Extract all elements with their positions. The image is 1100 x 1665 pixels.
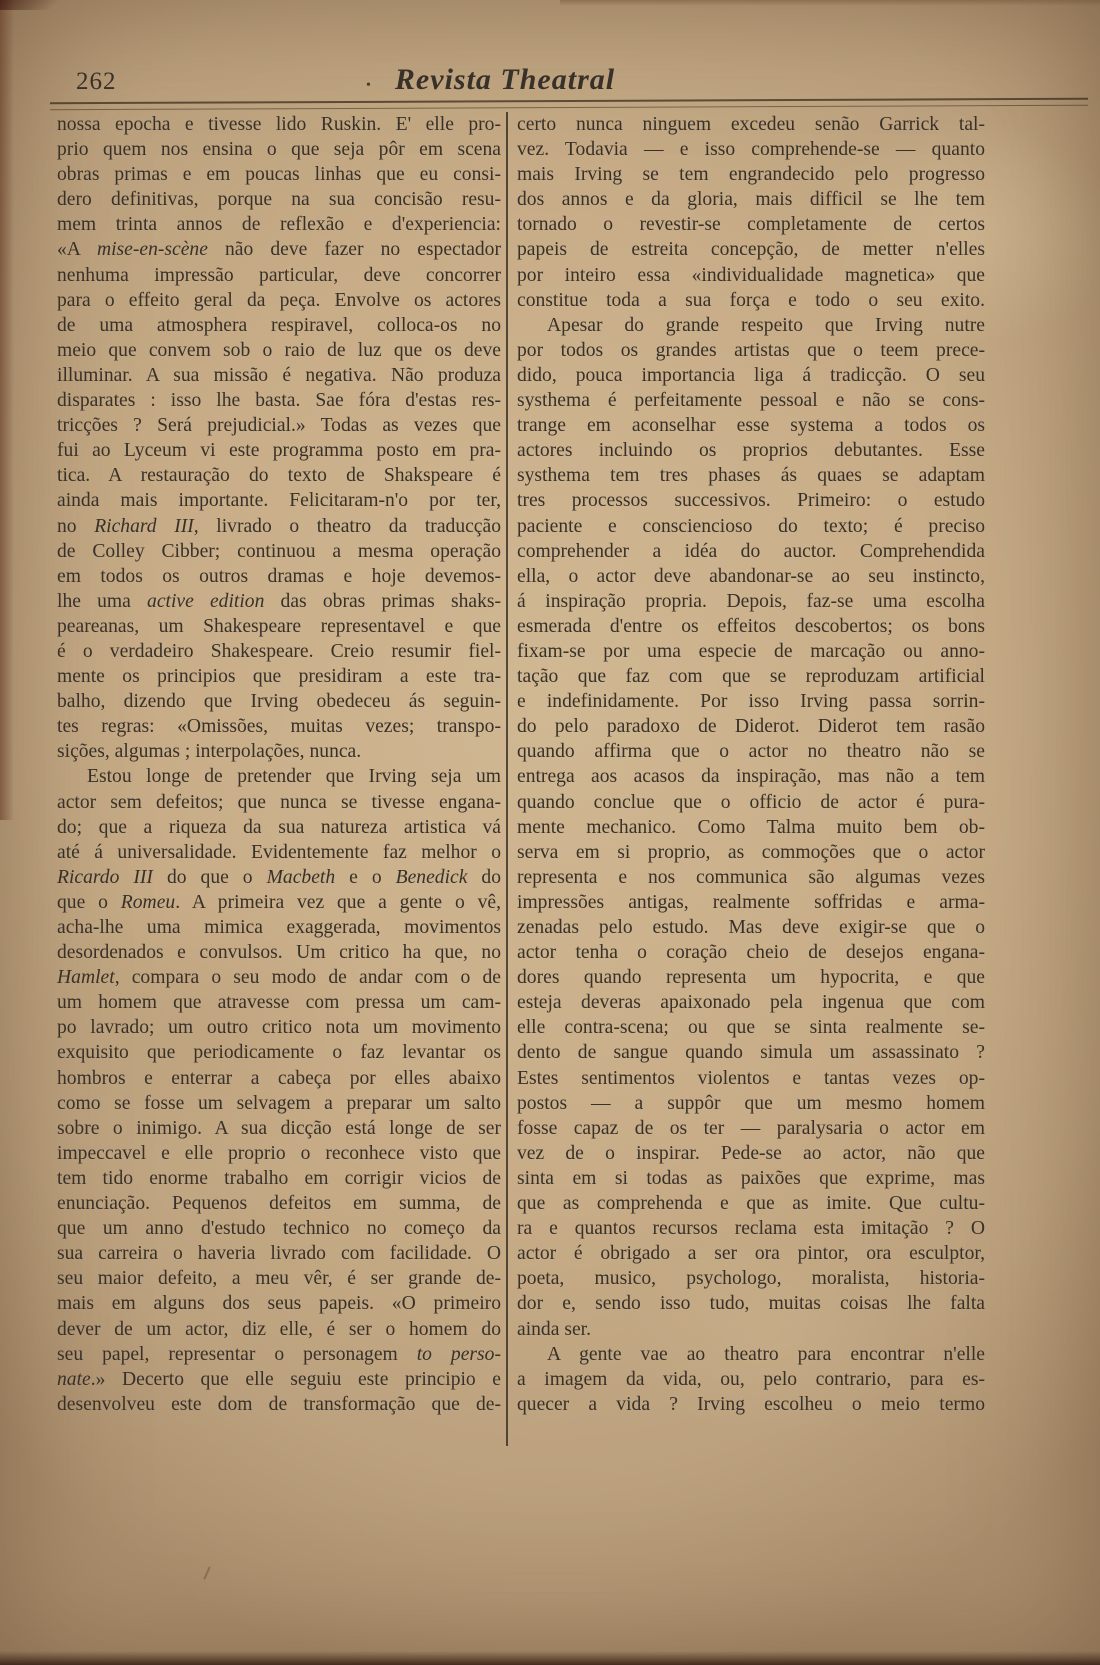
header-double-rule <box>50 98 1088 111</box>
text-line: exquisito que periodicamente o faz levantar os <box>57 1042 501 1064</box>
text-line: tres processos successivos. Primeiro: o estudo <box>517 490 985 512</box>
text-line: fixam-se por uma especie de marcação ou anno- <box>517 640 985 662</box>
text-line: actor tenha o coração cheio de desejos engana- <box>517 942 985 964</box>
text-line: representa e nos communica são algumas vezes <box>517 866 985 888</box>
page-edge-shadow-left <box>0 0 14 820</box>
text-line: desenvolveu este dom de transformação que de- <box>57 1393 501 1415</box>
text-line: comprehender a idéa do auctor. Comprehendida <box>517 540 985 562</box>
text-line: paciente e consciencioso do texto; é preciso <box>517 515 985 537</box>
text-line: do pelo paradoxo de Diderot. Diderot tem rasão <box>517 716 985 738</box>
text-line: systhema tem tres phases ás quaes se adaptam <box>517 465 985 487</box>
text-line: impressões antigas, realmente soffridas e arma- <box>517 891 985 913</box>
text-line: dor e, sendo isso tudo, muitas coisas lhe falta <box>517 1293 985 1315</box>
left-text-column <box>57 112 501 1417</box>
text-line: ella, o actor deve abandonar-se ao seu instincto, <box>517 565 985 587</box>
text-line: Apesar do grande respeito que Irving nutre <box>547 314 985 336</box>
text-line: quando conclue que o officio de actor é pura- <box>517 791 985 813</box>
text-line: quando affirma que o actor no theatro não se <box>517 741 985 763</box>
text-line: A gente vae ao theatro para encontrar n'elle <box>547 1343 985 1365</box>
text-line: «A mise-en-scène não deve fazer no espectador <box>57 239 502 261</box>
text-line: hombros e enterrar a cabeça por elles abaixo <box>57 1067 501 1089</box>
text-line: certo nunca ninguem excedeu senão Garrick tal- <box>517 114 985 135</box>
paper-fiber-mark <box>203 1566 211 1580</box>
text-line: mais em alguns dos seus papeis. «O primeiro <box>57 1293 501 1315</box>
text-line: vez de o inspirar. Pede-se ao actor, não que <box>517 1142 985 1164</box>
text-line: dento de sangue quando simula um assassinato ? <box>517 1042 985 1064</box>
text-line: até á universalidade. Evidentemente faz melhor o <box>57 841 501 863</box>
text-line: de uma atmosphera respiravel, colloca-os no <box>57 314 501 336</box>
right-text-column <box>517 112 985 1417</box>
text-line: sobre o inimigo. A sua dicção está longe de ser <box>57 1117 501 1139</box>
text-line: mais Irving se tem engrandecido pelo progresso <box>517 164 985 186</box>
text-line: serva em si proprio, as commoções que o actor <box>517 841 985 863</box>
text-line: systhema é perfeitamente pessoal e não se cons- <box>517 390 985 412</box>
text-line: para o effeito geral da peça. Envolve os actores <box>57 289 501 311</box>
text-line: sinta em si todas as paixões que exprime, mas <box>517 1167 985 1189</box>
column-divider-rule <box>506 112 508 1446</box>
text-line: um homem que atravesse com pressa um cam- <box>57 992 501 1014</box>
text-line: que o Romeu. A primeira vez que a gente o vê, <box>57 891 501 913</box>
text-line: ainda mais importante. Felicitaram-n'o por ter, <box>57 490 501 512</box>
text-line: em todos os outros dramas e hoje devemos- <box>57 565 501 587</box>
text-line: enunciação. Pequenos defeitos em summa, de <box>57 1193 501 1215</box>
text-line: sua carreira o haveria livrado com facilidade. O <box>57 1243 501 1265</box>
text-line: esteja deveras apaixonado pela ingenua que com <box>517 992 985 1014</box>
text-line: e indefinidamente. Por isso Irving passa sorrin- <box>517 691 985 713</box>
text-line: nenhuma impressão particular, deve concorrer <box>57 264 501 286</box>
text-line: vez. Todavia — e isso comprehende-se — quanto <box>517 139 985 161</box>
text-line: balho, dizendo que Irving obedeceu ás seguin- <box>57 691 501 713</box>
text-line: po lavrado; um outro critico nota um movimento <box>57 1017 501 1039</box>
text-line: tornado o revestir-se completamente de certos <box>517 214 985 236</box>
text-line: por inteiro essa «individualidade magnetica» que <box>517 264 985 286</box>
text-line: Estou longe de pretender que Irving seja um <box>87 766 501 788</box>
text-line: peareanas, um Shakespeare representavel e que <box>57 615 501 637</box>
text-line: como se fosse um selvagem a preparar um salto <box>57 1092 501 1114</box>
page-edge-shadow-topleft <box>0 0 70 10</box>
text-line: quecer a vida ? Irving escolheu o meio termo <box>517 1393 985 1415</box>
text-line: Ricardo III do que o Macbeth e o Benedick do <box>57 866 501 888</box>
text-line: tica. A restauração do texto de Shakspeare é <box>57 465 501 487</box>
text-line: actor sem defeitos; que nunca se tivesse engana- <box>57 791 501 813</box>
text-line: elle contra-scena; ou que se sinta realmente se- <box>517 1017 985 1039</box>
text-line: desordenados e convulsos. Um critico ha que, no <box>57 942 501 964</box>
text-line: poeta, musico, psychologo, moralista, historia- <box>517 1268 985 1290</box>
text-line: sições, algumas ; interpolações, nunca. <box>57 741 362 763</box>
text-line: acha-lhe uma mimica exaggerada, movimentos <box>57 917 501 938</box>
text-line: é o verdadeiro Shakespeare. Creio resumir fiel- <box>57 640 501 662</box>
page-number: 262 <box>76 68 117 95</box>
text-line: nate.» Decerto que elle seguiu este principio e <box>57 1368 501 1390</box>
text-line: entrega aos acasos da inspiração, mas não a tem <box>517 766 985 788</box>
text-line: Estes sentimentos violentos e tantas vezes op- <box>517 1067 985 1089</box>
text-line: fui ao Lyceum vi este programma posto em pra- <box>57 440 501 462</box>
text-line: constitue toda a sua força e todo o seu exito. <box>517 289 985 311</box>
text-line: a imagem da vida, ou, pelo contrario, para es- <box>517 1368 985 1390</box>
text-line: impeccavel e elle proprio o reconhece visto que <box>57 1142 501 1164</box>
text-line: actor é obrigado a ser ora pintor, ora esculptor, <box>517 1243 985 1265</box>
text-line: esmerada d'entre os effeitos descobertos; os bons <box>517 615 985 637</box>
text-line: tação que faz com que se reproduzam artificial <box>517 666 985 688</box>
text-line: papeis de estreita concepção, de metter n'elles <box>517 239 985 261</box>
text-line: seu maior defeito, a meu vêr, é ser grande de- <box>57 1268 501 1290</box>
text-line: prio quem nos ensina o que seja pôr em scena <box>57 139 501 161</box>
text-line: nossa epocha e tivesse lido Ruskin. E' elle pro- <box>57 114 501 135</box>
text-line: zenadas pelo estudo. Mas deve exigir-se que o <box>517 917 985 938</box>
text-line: tes regras: «Omissões, muitas vezes; transpo- <box>57 716 501 738</box>
text-line: dores quando representa um hypocrita, e que <box>517 967 985 989</box>
text-line: tem tido enorme trabalho em corrigir vicios de <box>57 1167 501 1189</box>
text-line: obras primas e em poucas linhas que eu consi- <box>57 164 501 186</box>
text-line: dido, pouca importancia liga á tradicção. O seu <box>517 364 985 386</box>
text-line: que um anno d'estudo technico no começo da <box>57 1218 501 1240</box>
text-line: mem trinta annos de reflexão e d'experiencia: <box>57 214 501 236</box>
text-line: illuminar. A sua missão é negativa. Não produza <box>57 364 501 386</box>
text-line: postos — a suppôr que um mesmo homem <box>517 1092 985 1114</box>
journal-title: Revista Theatral <box>394 63 616 96</box>
text-line: fosse capaz de os ter — paralysaria o actor em <box>517 1117 985 1139</box>
text-line: dos annos e da gloria, mais difficil se lhe tem <box>517 189 985 211</box>
text-line: seu papel, representar o personagem to perso- <box>57 1343 501 1365</box>
text-line: de Colley Cibber; continuou a mesma operação <box>57 540 501 562</box>
text-line: ra e quantos recursos reclama esta imitação ? O <box>517 1218 985 1240</box>
text-line: actores incluindo os proprios debutantes. Esse <box>517 440 985 462</box>
text-line: Hamlet, compara o seu modo de andar com o de <box>57 967 501 989</box>
header-dot-ornament: • <box>366 78 371 93</box>
page-edge-shadow-bottom <box>0 1651 1100 1665</box>
text-line: do; que a riqueza da sua natureza artistica vá <box>57 816 501 838</box>
text-line: tricções ? Será prejudicial.» Todas as vezes que <box>57 415 501 437</box>
text-line: mente os principios que presidiram a este tra- <box>57 666 501 688</box>
text-line: trange em aconselhar esse systema a todos os <box>517 415 985 437</box>
page-edge-shadow-top <box>560 0 1100 6</box>
text-line: mente mechanico. Como Talma muito bem ob- <box>517 816 985 838</box>
text-line: lhe uma active edition das obras primas shaks- <box>57 590 502 612</box>
text-line: por todos os grandes artistas que o teem prece- <box>517 339 985 361</box>
text-line: que as comprehenda e que as imite. Que cultu- <box>517 1193 985 1215</box>
text-line: meio que convem sob o raio de luz que os deve <box>57 339 501 361</box>
text-line: á inspiração propria. Depois, faz-se uma escolha <box>517 590 985 612</box>
text-line: dever de um actor, diz elle, é ser o homem do <box>57 1318 501 1340</box>
text-line: no Richard III, livrado o theatro da traducção <box>57 515 502 537</box>
text-line: disparates : isso lhe basta. Sae fóra d'estas res- <box>57 390 501 412</box>
text-line: ainda ser. <box>517 1318 591 1340</box>
text-line: dero definitivas, porque na sua concisão resu- <box>57 189 501 211</box>
